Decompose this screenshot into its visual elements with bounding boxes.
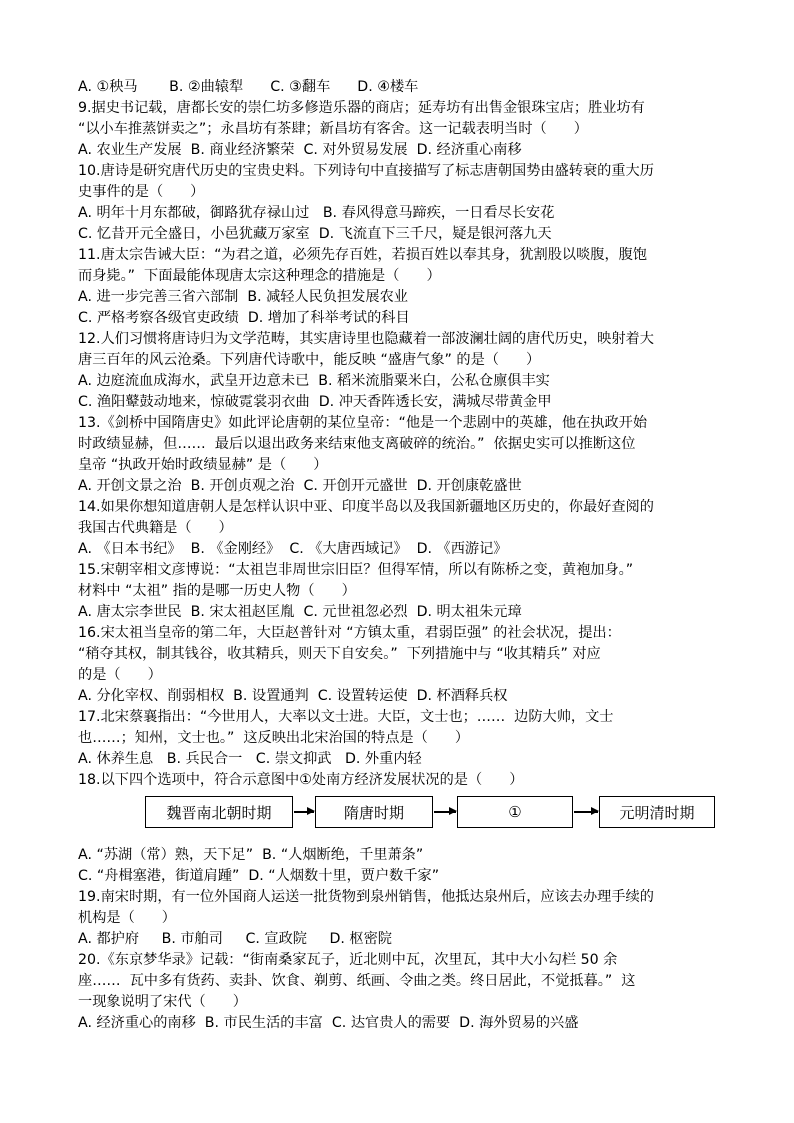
question-text: 而身毙。” 下面最能体现唐太宗这种理念的措施是（ ） bbox=[78, 268, 441, 284]
question-text: 机构是（ ） bbox=[78, 910, 176, 926]
option-line: A. 分化宰权、削弱相权 B. 设置通判 C. 设置转运使 D. 杯酒释兵权 bbox=[78, 688, 508, 704]
question-text: 座…… 瓦中多有货药、卖卦、饮食、剃剪、纸画、令曲之类。终日居此，不觉抵暮。” 这 bbox=[78, 973, 636, 989]
question-18: 18.以下四个选项中，符合示意图中①处南方经济发展状况的是（ ） bbox=[78, 772, 524, 788]
question-text: “稍夺其权，制其钱谷，收其精兵，则天下自安矣。” 下列措施中与 “收其精兵” 对应 bbox=[78, 646, 601, 662]
option-line: C. “舟楫塞港，街道肩踵” D. “人烟数十里，贾户数千家” bbox=[78, 868, 440, 884]
question-text: 史事件的是（ ） bbox=[78, 184, 205, 200]
flowchart-diagram bbox=[145, 796, 715, 832]
question-text: 一现象说明了宋代（ ） bbox=[78, 994, 247, 1010]
question-text: 材料中 “太祖” 指的是哪一历史人物（ ） bbox=[78, 583, 356, 599]
question-14: 14.如果你想知道唐朝人是怎样认识中亚、印度半岛以及我国新疆地区历史的，你最好查阅的 bbox=[78, 499, 654, 515]
question-text: 唐三百年的风云沧桑。下列唐代诗歌中，能反映 “盛唐气象” 的是（ ） bbox=[78, 352, 541, 368]
option-line: C. 忆昔开元全盛日，小邑犹藏万家室 D. 飞流直下三千尺，疑是银河落九天 bbox=[78, 226, 552, 242]
flow-arrow bbox=[574, 811, 598, 813]
question-text: 的是（ ） bbox=[78, 667, 162, 683]
option-line: A. 都护府 B. 市舶司 C. 宣政院 D. 枢密院 bbox=[78, 931, 392, 947]
question-text: “以小车推蒸饼卖之”；永昌坊有茶肆；新昌坊有客舍。这一记载表明当时（ ） bbox=[78, 121, 588, 137]
option-line: A. 农业生产发展 B. 商业经济繁荣 C. 对外贸易发展 D. 经济重心南移 bbox=[78, 142, 522, 158]
question-11: 11.唐太宗告诫大臣：“为君之道，必须先存百姓，若损百姓以奉其身，犹割股以啖腹，腹饱 bbox=[78, 247, 648, 263]
question-10: 10.唐诗是研究唐代历史的宝贵史料。下列诗句中直接描写了标志唐朝国势由盛转衰的重大历 bbox=[78, 163, 654, 179]
question-19: 19.南宋时期，有一位外国商人运送一批货物到泉州销售，他抵达泉州后，应该去办理手续的 bbox=[78, 889, 654, 905]
flow-box-yuanmingqing: 元明清时期 bbox=[599, 796, 715, 828]
option-line: A. 进一步完善三省六部制 B. 减轻人民负担发展农业 bbox=[78, 289, 408, 305]
option-line: C. 严格考察各级官吏政绩 D. 增加了科举考试的科目 bbox=[78, 310, 410, 326]
question-text: 也……；知州，文士也。” 这反映出北宋治国的特点是（ ） bbox=[78, 730, 470, 746]
flow-arrow bbox=[294, 811, 314, 813]
question-text: 我国古代典籍是（ ） bbox=[78, 520, 233, 536]
flow-arrow bbox=[434, 811, 456, 813]
option-line: A. 唐太宗李世民 B. 宋太祖赵匡胤 C. 元世祖忽必烈 D. 明太祖朱元璋 bbox=[78, 604, 522, 620]
option-line: A. 明年十月东都破，御路犹存禄山过 B. 春风得意马蹄疾，一日看尽长安花 bbox=[78, 205, 555, 221]
option-line: A. 休养生息 B. 兵民合一 C. 崇文抑武 D. 外重内轻 bbox=[78, 751, 422, 767]
option-line: A. “苏湖（常）熟，天下足” B. “人烟断绝，千里萧条” bbox=[78, 847, 424, 863]
option-line: C. 渔阳鼙鼓动地来，惊破霓裳羽衣曲 D. 冲天香阵透长安，满城尽带黄金甲 bbox=[78, 394, 552, 410]
question-17: 17.北宋蔡襄指出：“今世用人，大率以文士进。大臣，文士也；…… 边防大帅，文士 bbox=[78, 709, 614, 725]
question-20: 20.《东京梦华录》记载：“街南桑家瓦子，近北则中瓦，次里瓦，其中大小勾栏 50 余 bbox=[78, 952, 618, 968]
option-line: A. 《日本书纪》 B. 《金刚经》 C. 《大唐西域记》 D. 《西游记》 bbox=[78, 541, 508, 557]
question-text: 皇帝 “执政开始时政绩显赫” 是（ ） bbox=[78, 457, 328, 473]
question-12: 12.人们习惯将唐诗归为文学范畴，其实唐诗里也隐藏着一部波澜壮阔的唐代历史，映射着大 bbox=[78, 331, 654, 347]
question-text: 时政绩显赫，但…… 最后以退出政务来结束他支离破碎的统治。” 依据史实可以推断这位 bbox=[78, 436, 636, 452]
question-15: 15.宋朝宰相文彦博说：“太祖岂非周世宗旧臣？但得军情，所以有陈桥之变，黄袍加身。” bbox=[78, 562, 634, 578]
option-line: A. ①秧马 B. ②曲辕犁 C. ③翻车 D. ④楼车 bbox=[78, 79, 419, 95]
option-line: A. 边庭流血成海水，武皇开边意未已 B. 稻米流脂粟米白，公私仓廪俱丰实 bbox=[78, 373, 550, 389]
question-13: 13.《剑桥中国隋唐史》如此评论唐朝的某位皇帝：“他是一个悲剧中的英雄，他在执政开始 bbox=[78, 415, 648, 431]
flow-box-weijin: 魏晋南北朝时期 bbox=[145, 796, 293, 828]
question-16: 16.宋太祖当皇帝的第二年，大臣赵普针对 “方镇太重，君弱臣强” 的社会状况，提出： bbox=[78, 625, 621, 641]
option-line: A. 经济重心的南移 B. 市民生活的丰富 C. 达官贵人的需要 D. 海外贸易的兴盛 bbox=[78, 1015, 579, 1031]
option-line: A. 开创文景之治 B. 开创贞观之治 C. 开创开元盛世 D. 开创康乾盛世 bbox=[78, 478, 522, 494]
flow-box-blank-1: ① bbox=[457, 796, 573, 828]
question-9: 9.据史书记载，唐都长安的崇仁坊多修造乐器的商店；延寿坊有出售金银珠宝店；胜业坊有 bbox=[78, 100, 645, 116]
flow-box-suitang: 隋唐时期 bbox=[315, 796, 433, 828]
